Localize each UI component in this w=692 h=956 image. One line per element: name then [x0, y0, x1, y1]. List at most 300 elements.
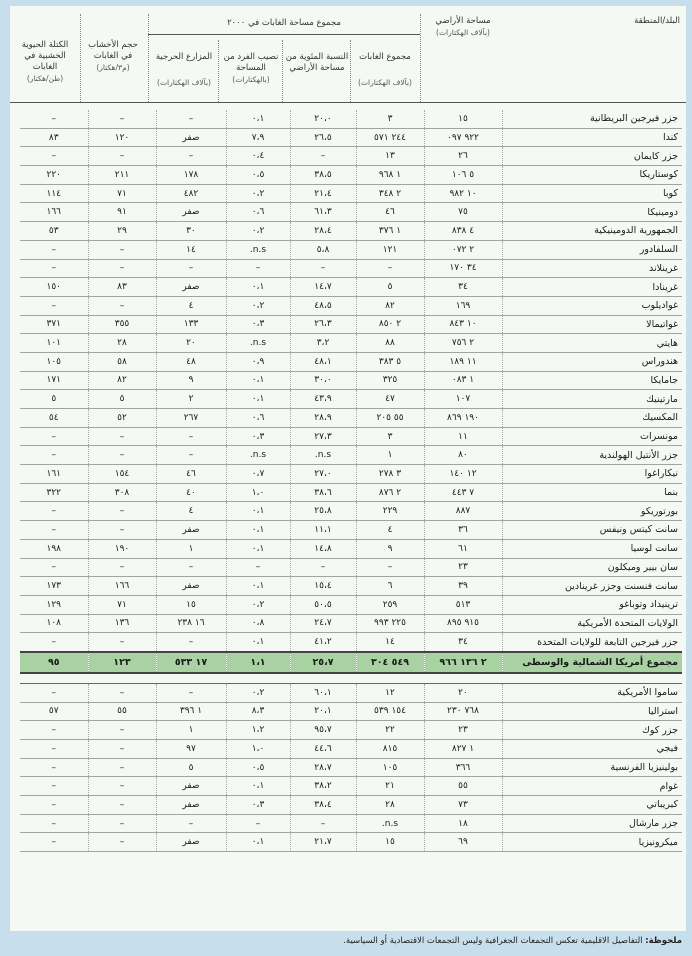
cell-region: جزر فيرجين التابعة للولايات المتحدة	[502, 633, 682, 652]
cell-plantations: ٤	[156, 502, 226, 521]
cell-land-area: ٨٠	[424, 446, 502, 465]
cell-biomass: ١٢٩	[20, 595, 88, 614]
table-row	[20, 614, 682, 633]
cell-land-area: ١٠٧	[424, 390, 502, 409]
cell-wood-volume: ٩١	[88, 203, 156, 222]
cell-per-capita: ٠،١	[226, 371, 290, 390]
cell-land-area: ٦٩	[424, 833, 502, 852]
cell-plantations: ١٣٣	[156, 315, 226, 334]
cell-per-capita: ٠،٦	[226, 409, 290, 428]
cell-biomass: –	[20, 240, 88, 259]
cell-total-forests: ٥	[356, 278, 424, 297]
table-body-oceania	[20, 683, 682, 851]
cell-pct-land: ٢٠،٠	[290, 110, 356, 128]
cell-plantations: صفر	[156, 128, 226, 147]
cell-region: هايتي	[502, 334, 682, 353]
table-row	[20, 483, 682, 502]
plantations-unit: (بآلاف الهكتارات)	[157, 78, 211, 87]
cell-total-forests: ٢١	[356, 777, 424, 796]
section-spacer	[20, 673, 682, 684]
cell-land-area: ٧٦٨ ٢٣٠	[424, 702, 502, 721]
cell-biomass: ٥٤	[20, 409, 88, 428]
cell-plantations: –	[156, 683, 226, 702]
cell-region: استراليا	[502, 702, 682, 721]
biomass-unit: (طن/هكتار)	[26, 74, 64, 83]
cell-per-capita: ٠،٢	[226, 683, 290, 702]
cell-region: دومينيكا	[502, 203, 682, 222]
cell-total-forests: –	[356, 558, 424, 577]
cell-land-area: ١ ٨٢٧	[424, 740, 502, 759]
cell-total-forests: ٨٨	[356, 334, 424, 353]
cell-pct-land: ١٤،٨	[290, 539, 356, 558]
header-bottom-rule	[10, 102, 686, 103]
table-row	[20, 683, 682, 702]
cell-land-area: ٢٦	[424, 147, 502, 166]
cell-total-forests: ٥ ٣٨٣	[356, 352, 424, 371]
table-row	[20, 702, 682, 721]
cell-region: ترينيداد وتوباغو	[502, 595, 682, 614]
cell-wood-volume: ١٦٦	[88, 577, 156, 596]
cell-region: غوام	[502, 777, 682, 796]
cell-total-forests: ٢٢٥ ٩٩٣	[356, 614, 424, 633]
cell-land-area: ٥ ١٠٦	[424, 166, 502, 185]
cell-region: سانت لوسيا	[502, 539, 682, 558]
cell-land-area: ١١	[424, 427, 502, 446]
cell-total-forests: ٤٧	[356, 390, 424, 409]
cell-plantations: ١٦ ٢٣٨	[156, 614, 226, 633]
cell-wood-volume: –	[88, 777, 156, 796]
cell-biomass: –	[20, 521, 88, 540]
cell-per-capita: –	[226, 259, 290, 278]
cell-biomass: –	[20, 427, 88, 446]
table-row	[20, 315, 682, 334]
cell-per-capita: ١،٢	[226, 721, 290, 740]
cell-per-capita: ١،٠	[226, 740, 290, 759]
table-row	[20, 110, 682, 128]
cell-pct-land: ٢٥،٧	[290, 652, 356, 673]
table-row	[20, 740, 682, 759]
cell-per-capita: ٠،١	[226, 577, 290, 596]
per-capita-label: نصيب الفرد من المساحة	[223, 52, 279, 73]
cell-biomass: ٥٧	[20, 702, 88, 721]
cell-plantations: ٤٦	[156, 465, 226, 484]
cell-biomass: ١٦١	[20, 465, 88, 484]
cell-biomass: –	[20, 446, 88, 465]
cell-wood-volume: –	[88, 259, 156, 278]
table-header	[10, 6, 686, 102]
cell-biomass: ١٠٥	[20, 352, 88, 371]
table-row	[20, 334, 682, 353]
cell-pct-land: ١٥،٤	[290, 577, 356, 596]
cell-total-forests: ٢٢	[356, 721, 424, 740]
cell-wood-volume: ٨٣	[88, 278, 156, 297]
cell-pct-land: ٤٨،٥	[290, 296, 356, 315]
cell-region: سانت كيتس ونيفس	[502, 521, 682, 540]
table-row	[20, 371, 682, 390]
cell-wood-volume: ١٢٠	[88, 128, 156, 147]
cell-wood-volume: ٥٨	[88, 352, 156, 371]
cell-total-forests: ٢٨	[356, 796, 424, 815]
table-row	[20, 539, 682, 558]
cell-land-area: ٧ ٤٤٣	[424, 483, 502, 502]
cell-pct-land: ٢١،٤	[290, 184, 356, 203]
cell-wood-volume: –	[88, 427, 156, 446]
cell-plantations: –	[156, 259, 226, 278]
cell-biomass: ١٠٨	[20, 614, 88, 633]
cell-pct-land: ٢٦،٥	[290, 128, 356, 147]
cell-land-area: ٥١٣	[424, 595, 502, 614]
cell-wood-volume: –	[88, 758, 156, 777]
cell-region: مارتينيك	[502, 390, 682, 409]
table-row	[20, 521, 682, 540]
cell-biomass: ٥٣	[20, 222, 88, 241]
cell-region: فيجي	[502, 740, 682, 759]
cell-land-area: ١٥	[424, 110, 502, 128]
cell-per-capita: n.s.	[226, 446, 290, 465]
cell-land-area: ١١ ١٨٩	[424, 352, 502, 371]
cell-biomass: –	[20, 721, 88, 740]
cell-wood-volume: –	[88, 240, 156, 259]
table-row	[20, 833, 682, 852]
cell-plantations: صفر	[156, 577, 226, 596]
cell-pct-land: ٢٧،٣	[290, 427, 356, 446]
cell-plantations: ٤٠	[156, 483, 226, 502]
cell-total-forests: ٤٦	[356, 203, 424, 222]
cell-pct-land: ٩٥،٧	[290, 721, 356, 740]
cell-plantations: –	[156, 633, 226, 652]
cell-wood-volume: –	[88, 740, 156, 759]
cell-plantations: ٢٦٧	[156, 409, 226, 428]
cell-pct-land: ٣٠،٠	[290, 371, 356, 390]
cell-per-capita: ٠،١	[226, 278, 290, 297]
page-sheet	[10, 6, 686, 931]
cell-biomass: –	[20, 296, 88, 315]
cell-plantations: ٩	[156, 371, 226, 390]
cell-region: مونسرات	[502, 427, 682, 446]
cell-pct-land: ٤٤،٦	[290, 740, 356, 759]
cell-total-forests: ٤	[356, 521, 424, 540]
header-divider	[80, 14, 81, 102]
cell-plantations: –	[156, 446, 226, 465]
cell-biomass: ١٠١	[20, 334, 88, 353]
cell-region: جزر مارشال	[502, 814, 682, 833]
cell-biomass: –	[20, 796, 88, 815]
spacer-cell	[20, 673, 682, 684]
cell-land-area: ١٩٠ ٨٦٩	[424, 409, 502, 428]
cell-wood-volume: ٣٥٥	[88, 315, 156, 334]
cell-biomass: ٣٢٢	[20, 483, 88, 502]
cell-plantations: ٤٨	[156, 352, 226, 371]
cell-region: كيريباتي	[502, 796, 682, 815]
table-row	[20, 203, 682, 222]
cell-region: سان بيير وميكلون	[502, 558, 682, 577]
cell-wood-volume: ٥	[88, 390, 156, 409]
col-land-header	[428, 16, 498, 38]
cell-land-area: ٩١٥ ٨٩٥	[424, 614, 502, 633]
cell-land-area: ٥٥	[424, 777, 502, 796]
cell-biomass: ١١٤	[20, 184, 88, 203]
col-wood-volume-header	[82, 40, 144, 73]
table-row	[20, 465, 682, 484]
cell-pct-land: ٢٤،٧	[290, 614, 356, 633]
cell-region: المكسيك	[502, 409, 682, 428]
cell-pct-land: –	[290, 558, 356, 577]
cell-land-area: ٧٣	[424, 796, 502, 815]
cell-wood-volume: –	[88, 558, 156, 577]
cell-total-forests: ٢ ٨٧٦	[356, 483, 424, 502]
cell-region: ساموا الأمريكية	[502, 683, 682, 702]
table-row	[20, 259, 682, 278]
cell-total-forests: n.s.	[356, 814, 424, 833]
cell-region: جامايكا	[502, 371, 682, 390]
cell-pct-land: ٢٠،١	[290, 702, 356, 721]
cell-plantations: ٢٠	[156, 334, 226, 353]
header-divider	[350, 40, 351, 102]
cell-per-capita: ٠،٩	[226, 352, 290, 371]
cell-region: بولينيزيا الفرنسية	[502, 758, 682, 777]
cell-plantations: ١	[156, 539, 226, 558]
cell-region: مجموع أمريكا الشمالية والوسطى	[502, 652, 682, 673]
biomass-label: الكتلة الحيوية الخشبية في الغابات	[21, 40, 69, 72]
cell-biomass: –	[20, 833, 88, 852]
cell-plantations: ١ ٣٩٦	[156, 702, 226, 721]
cell-pct-land: ٤٨،١	[290, 352, 356, 371]
cell-per-capita: ٨،٣	[226, 702, 290, 721]
cell-land-area: ٣٦٦	[424, 758, 502, 777]
table-row	[20, 222, 682, 241]
cell-total-forests: ٣ ٢٧٨	[356, 465, 424, 484]
table-row	[20, 595, 682, 614]
cell-per-capita: ٠،١	[226, 777, 290, 796]
cell-biomass: –	[20, 147, 88, 166]
forest-table	[20, 110, 682, 852]
cell-pct-land: ٣٨،٤	[290, 796, 356, 815]
table-row	[20, 558, 682, 577]
col-pct-header: النسبة المئوية من مساحة الأراضي	[285, 52, 349, 73]
col-total-forests-header	[352, 52, 418, 88]
cell-land-area: ٢ ١٣٦ ٩٦٦	[424, 652, 502, 673]
cell-biomass: ٣٧١	[20, 315, 88, 334]
cell-region: الولايات المتحدة الأمريكية	[502, 614, 682, 633]
cell-per-capita: ٠،٣	[226, 315, 290, 334]
cell-region: جزر الأنتيل الهولندية	[502, 446, 682, 465]
cell-land-area: ٢ ٧٥٦	[424, 334, 502, 353]
cell-region: كوستاريكا	[502, 166, 682, 185]
header-divider	[148, 14, 149, 102]
cell-total-forests: ١	[356, 446, 424, 465]
cell-total-forests: ٢٤٤ ٥٧١	[356, 128, 424, 147]
cell-total-forests: ٣	[356, 110, 424, 128]
cell-region: هندوراس	[502, 352, 682, 371]
cell-region: بنما	[502, 483, 682, 502]
cell-wood-volume: ٥٥	[88, 702, 156, 721]
cell-per-capita: ٠،١	[226, 833, 290, 852]
cell-land-area: ٣٤ ١٧٠	[424, 259, 502, 278]
cell-plantations: صفر	[156, 833, 226, 852]
cell-per-capita: ٠،١	[226, 110, 290, 128]
table-row	[20, 296, 682, 315]
cell-plantations: ٥	[156, 758, 226, 777]
cell-wood-volume: ٨٢	[88, 371, 156, 390]
cell-plantations: ٤٨٢	[156, 184, 226, 203]
cell-per-capita: –	[226, 814, 290, 833]
plantations-label: المزارع الحرجية	[155, 52, 213, 62]
cell-total-forests: ١٢	[356, 683, 424, 702]
table-row	[20, 278, 682, 297]
header-divider	[420, 14, 421, 102]
cell-pct-land: n.s.	[290, 446, 356, 465]
cell-total-forests: ٢٢٩	[356, 502, 424, 521]
table-body-americas	[20, 110, 682, 683]
cell-total-forests: –	[356, 259, 424, 278]
table-row	[20, 184, 682, 203]
cell-region: الجمهورية الدومينيكية	[502, 222, 682, 241]
cell-land-area: ٢٠	[424, 683, 502, 702]
cell-pct-land: –	[290, 259, 356, 278]
cell-wood-volume: –	[88, 721, 156, 740]
cell-plantations: ٩٧	[156, 740, 226, 759]
table-row	[20, 390, 682, 409]
cell-land-area: ٤ ٨٣٨	[424, 222, 502, 241]
table-row	[20, 446, 682, 465]
cell-wood-volume: ٥٢	[88, 409, 156, 428]
cell-pct-land: ٢٦،٣	[290, 315, 356, 334]
cell-plantations: صفر	[156, 278, 226, 297]
cell-land-area: ٣٤	[424, 633, 502, 652]
cell-land-area: ٩٢٢ ٠٩٧	[424, 128, 502, 147]
cell-pct-land: ٣٨،٦	[290, 483, 356, 502]
cell-biomass: –	[20, 110, 88, 128]
cell-land-area: ٨٨٧	[424, 502, 502, 521]
cell-plantations: صفر	[156, 203, 226, 222]
cell-per-capita: n.s.	[226, 334, 290, 353]
cell-plantations: ١٧٨	[156, 166, 226, 185]
cell-pct-land: ٢١،٧	[290, 833, 356, 852]
table-row	[20, 240, 682, 259]
cell-total-forests: ٥٥ ٢٠٥	[356, 409, 424, 428]
cell-total-forests: ٨٢	[356, 296, 424, 315]
cell-pct-land: ٦٠،١	[290, 683, 356, 702]
cell-plantations: –	[156, 814, 226, 833]
cell-pct-land: ٤٣،٩	[290, 390, 356, 409]
cell-total-forests: ١ ٣٧٦	[356, 222, 424, 241]
cell-per-capita: ٠،١	[226, 521, 290, 540]
total-row	[20, 652, 682, 673]
table-row	[20, 128, 682, 147]
cell-wood-volume: –	[88, 814, 156, 833]
cell-plantations: صفر	[156, 796, 226, 815]
cell-total-forests: ٩	[356, 539, 424, 558]
cell-pct-land: ٢٨،٩	[290, 409, 356, 428]
cell-biomass: –	[20, 814, 88, 833]
cell-wood-volume: –	[88, 446, 156, 465]
col-plantations-header	[150, 52, 218, 88]
cell-biomass: –	[20, 502, 88, 521]
cell-per-capita: ٠،٧	[226, 465, 290, 484]
cell-total-forests: ١ ٩٦٨	[356, 166, 424, 185]
cell-per-capita: ٠،١	[226, 390, 290, 409]
cell-land-area: ١٠ ٩٨٢	[424, 184, 502, 203]
cell-total-forests: ١٢١	[356, 240, 424, 259]
cell-pct-land: ٢٨،٧	[290, 758, 356, 777]
cell-plantations: –	[156, 147, 226, 166]
cell-per-capita: ٠،٥	[226, 166, 290, 185]
cell-wood-volume: ١٢٣	[88, 652, 156, 673]
table-row	[20, 796, 682, 815]
cell-biomass: –	[20, 758, 88, 777]
cell-per-capita: ١،١	[226, 652, 290, 673]
col-per-capita-header	[220, 52, 282, 85]
cell-per-capita: ١،٠	[226, 483, 290, 502]
cell-wood-volume: ١٩٠	[88, 539, 156, 558]
cell-biomass: ١٧٣	[20, 577, 88, 596]
cell-pct-land: –	[290, 814, 356, 833]
cell-land-area: ٢٣	[424, 721, 502, 740]
cell-per-capita: ٠،٣	[226, 796, 290, 815]
table-row	[20, 777, 682, 796]
cell-wood-volume: ٣٠٨	[88, 483, 156, 502]
cell-total-forests: ١٥٤ ٥٣٩	[356, 702, 424, 721]
cell-wood-volume: –	[88, 833, 156, 852]
cell-land-area: ١٦٩	[424, 296, 502, 315]
cell-pct-land: ٣،٢	[290, 334, 356, 353]
cell-plantations: ٤	[156, 296, 226, 315]
cell-plantations: صفر	[156, 777, 226, 796]
cell-pct-land: ٢٥،٨	[290, 502, 356, 521]
cell-biomass: –	[20, 777, 88, 796]
cell-region: كندا	[502, 128, 682, 147]
cell-total-forests: ٢ ٣٤٨	[356, 184, 424, 203]
cell-region: غرينادا	[502, 278, 682, 297]
cell-wood-volume: –	[88, 110, 156, 128]
header-divider	[218, 40, 219, 102]
cell-land-area: ٢ ٠٧٢	[424, 240, 502, 259]
cell-per-capita: ٠،٤	[226, 147, 290, 166]
cell-region: نيكاراغوا	[502, 465, 682, 484]
cell-per-capita: ٠،٢	[226, 595, 290, 614]
cell-per-capita: ٠،١	[226, 633, 290, 652]
cell-pct-land: ٤١،٢	[290, 633, 356, 652]
forest-group-header: مجموع مساحة الغابات في ٢٠٠٠	[227, 18, 341, 28]
cell-land-area: ٣٩	[424, 577, 502, 596]
cell-biomass: –	[20, 558, 88, 577]
footnote-label: ملحوظة:	[645, 936, 682, 946]
cell-land-area: ٢٣	[424, 558, 502, 577]
cell-wood-volume: –	[88, 502, 156, 521]
cell-wood-volume: ٢٩	[88, 222, 156, 241]
cell-region: ميكرونيزيا	[502, 833, 682, 852]
cell-region: سانت فنسنت وجزر غرينادين	[502, 577, 682, 596]
cell-plantations: ١٥	[156, 595, 226, 614]
table-row	[20, 758, 682, 777]
cell-region: غواديلوب	[502, 296, 682, 315]
cell-biomass: –	[20, 683, 88, 702]
cell-total-forests: ٣٢٥	[356, 371, 424, 390]
cell-land-area: ٧٥	[424, 203, 502, 222]
cell-total-forests: ٦	[356, 577, 424, 596]
cell-region: جزر كايمان	[502, 147, 682, 166]
cell-plantations: ٢	[156, 390, 226, 409]
cell-pct-land: ١١،١	[290, 521, 356, 540]
wood-volume-label: حجم الأخشاب في الغابات	[88, 40, 138, 61]
cell-pct-land: ٦١،٣	[290, 203, 356, 222]
cell-per-capita: n.s.	[226, 240, 290, 259]
cell-wood-volume: –	[88, 633, 156, 652]
col-region-header: البلد/المنطقة	[634, 16, 680, 26]
table-row	[20, 502, 682, 521]
cell-biomass: ٢٢٠	[20, 166, 88, 185]
cell-plantations: –	[156, 110, 226, 128]
